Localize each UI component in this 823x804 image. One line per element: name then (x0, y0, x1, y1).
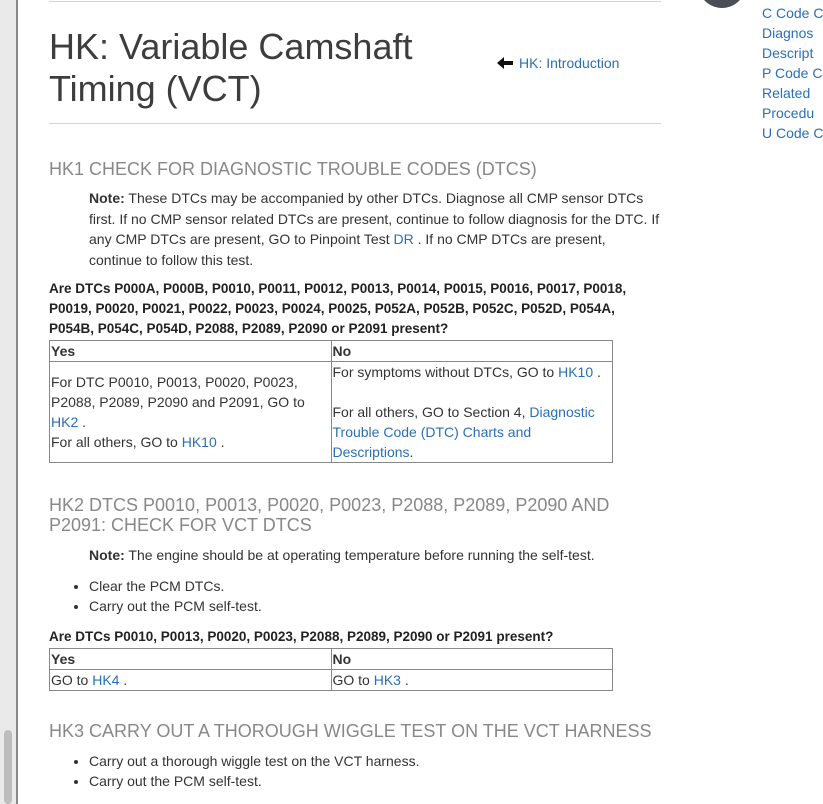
no-text: For symptoms without DTCs, GO to (332, 364, 559, 380)
list-item: • Carry out a thorough wiggle test on the VCT harness. (89, 751, 661, 772)
sidebar-link-p-code[interactable]: P Code C (762, 65, 823, 81)
yes-header: Yes (50, 648, 332, 669)
no-cell (331, 362, 613, 463)
no-header: No (331, 648, 613, 669)
no-text: . (409, 444, 414, 460)
left-panel-edge (0, 0, 18, 804)
no-line-1 (333, 362, 612, 382)
no-line-2 (333, 402, 612, 462)
prev-page-link[interactable] (497, 54, 619, 72)
hk3-heading: HK3 CARRY OUT A THOROUGH WIGGLE TEST ON THE VCT HARNESS (49, 720, 652, 741)
hk1-heading: HK1 CHECK FOR DIAGNOSTIC TROUBLE CODES (DTCS) (49, 159, 537, 179)
sidebar-link-related[interactable]: Related (762, 85, 811, 101)
link-hk10[interactable]: HK10 (181, 434, 217, 450)
sidebar-link-description[interactable]: Descript (762, 45, 814, 61)
yes-text: . (216, 434, 225, 450)
hk2-result-table (49, 648, 613, 691)
yes-text: GO to (51, 671, 93, 688)
link-hk3[interactable]: HK3 (373, 671, 401, 688)
link-hk4[interactable]: HK4 (92, 671, 120, 688)
no-text: For all others, GO to Section 4, (332, 404, 530, 420)
note-label: Note: (89, 547, 125, 563)
yes-cell (50, 362, 332, 463)
hk2-steps (49, 576, 661, 617)
link-dtc-charts[interactable]: Diagnostic Trouble Code (DTC) Charts and Descriptions (332, 404, 595, 460)
sidebar-link-procedure[interactable]: Procedu (762, 105, 815, 121)
no-header: No (331, 341, 613, 362)
avatar (698, 0, 746, 8)
list-item: • Clear the PCM DTCs. (89, 576, 661, 597)
yes-text: For DTC P0010, P0013, P0020, P0023, P2088, P2089, P2090 and P2091, GO to (51, 374, 305, 410)
scrollbar-thumb[interactable] (4, 730, 12, 804)
list-item: • Carry out the PCM self-test. (89, 771, 661, 792)
link-hk10[interactable]: HK10 (558, 364, 594, 380)
note-text: These DTCs may be accompanied by other DTCs. Diagnose all CMP sensor DTCs first. If no CMP sensor related DTCs are present, continue to follow diagnosis for the DTC. If any CMP DTCs are present, GO to Pinpoint Test (89, 190, 660, 247)
yes-cell (50, 669, 332, 690)
arrow-left-icon (497, 57, 513, 69)
no-text: . (593, 364, 601, 380)
sidebar-link-c-code[interactable]: C Code C (762, 5, 823, 21)
hk2-note (49, 545, 661, 566)
no-text: GO to (332, 671, 374, 688)
sidebar-link-u-code[interactable]: U Code C (762, 125, 823, 141)
article-body (49, 159, 661, 792)
hk1-result-table (49, 340, 613, 463)
list-item: • Carry out the PCM self-test. (89, 596, 661, 617)
sidebar-link-diagnostic[interactable]: Diagnos (762, 25, 814, 41)
yes-line-2 (51, 432, 330, 452)
hk2-heading: HK2 DTCS P0010, P0013, P0020, P0023, P2088, P2089, P2090 AND P2091: CHECK FOR VCT DTCS (49, 495, 610, 535)
yes-text: . (119, 671, 128, 688)
note-label: Note: (89, 190, 125, 206)
hk1-note (49, 188, 661, 270)
hk3-steps (49, 751, 661, 792)
yes-text: . (78, 414, 87, 430)
note-text: . If no CMP DTCs are present, continue to follow this test. (89, 231, 606, 268)
hk2-question: Are DTCs P0010, P0013, P0020, P0023, P2088, P2089, P2090 or P2091 present? (49, 628, 554, 644)
no-cell (331, 669, 613, 690)
title-divider (49, 123, 661, 124)
top-divider (49, 1, 661, 2)
no-text: . (400, 671, 409, 688)
hk1-question: Are DTCs P000A, P000B, P0010, P0011, P0012, P0013, P0014, P0015, P0016, P0017, P0018, P0019, P0020, P0021, P0022, P0023, P0024, P0025, P052A, P052B, P052C, P052D, P054A, P054B, P054C, P054D, P2088, P2089, P2090 or P2091 present? (49, 281, 627, 336)
link-hk2[interactable]: HK2 (51, 414, 79, 430)
prev-page-label: HK: Introduction (519, 55, 620, 71)
link-pinpoint-dr[interactable]: DR (393, 231, 414, 247)
page-title: HK: Variable Camshaft Timing (VCT) (49, 26, 413, 109)
yes-header: Yes (50, 341, 332, 362)
yes-line-1 (51, 372, 330, 432)
sidebar-toc (762, 3, 822, 143)
note-text: The engine should be at operating temperature before running the self-test. (124, 547, 595, 563)
yes-text: For all others, GO to (51, 434, 182, 450)
